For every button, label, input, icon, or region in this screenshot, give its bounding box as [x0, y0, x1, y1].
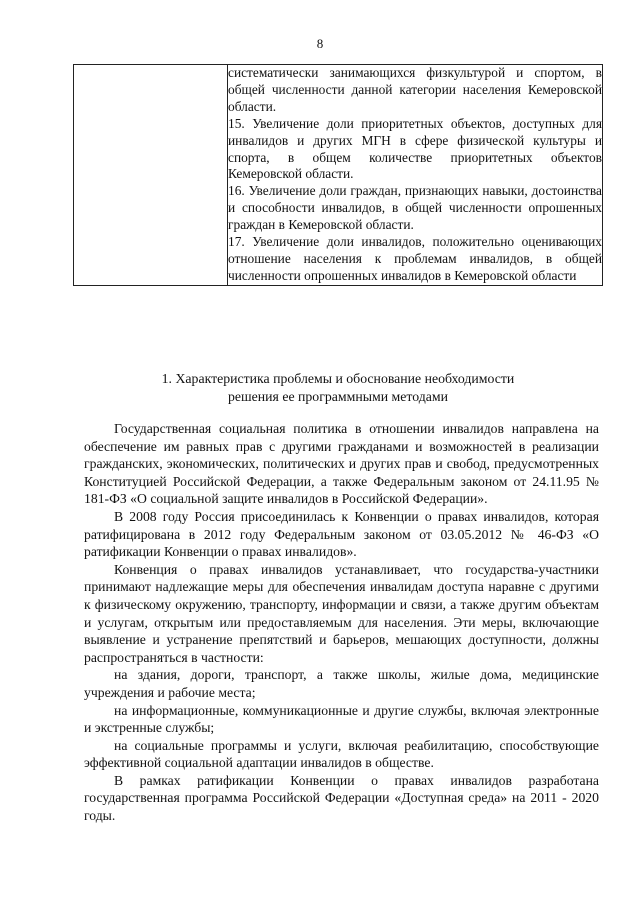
paragraph: на информационные, коммуникационные и другие службы, включая электронные и экстренные службы; — [84, 702, 599, 736]
indicator-item: систематически занимающихся физкультурой и спортом, в общей численности данной категории населения Кемеровской области. — [228, 65, 602, 114]
paragraph: Конвенция о правах инвалидов устанавливает, что государства-участники принимают надлежащие меры для обеспечения инвалидам доступа наравне с другими к физическому окружению, транспорту, информации и связи, а также другим объектам и услугам, открытым или предоставляемым для населения. Эти меры, включающие выявление и устранение препятствий и барьеров, мешающих доступности, должны распространяться в частности: — [84, 561, 599, 665]
page-number: 8 — [316, 36, 324, 51]
paragraph: В рамках ратификации Конвенции о правах инвалидов разработана государственная программа Российской Федерации «Доступная среда» на 2011 - 2020 годы. — [84, 772, 599, 824]
paragraph: Государственная социальная политика в отношении инвалидов направлена на обеспечение им равных прав с другими гражданами и возможностей в реализации гражданских, экономических, политических и других прав и свобод, предусмотренных Конституцией Российской Федерации, а также Федеральным законом от 24.11.95 № 181-ФЗ «О социальной защите инвалидов в Российской Федерации». — [84, 421, 599, 507]
section-title — [73, 370, 603, 405]
paragraph: на здания, дороги, транспорт, а также школы, жилые дома, медицинские учреждения и рабочие места; — [84, 667, 599, 700]
table-cell-empty — [74, 65, 228, 286]
table-cell-indicators — [228, 65, 603, 286]
indicators-table — [73, 64, 603, 286]
body-text — [84, 420, 599, 825]
paragraph: на социальные программы и услуги, включая реабилитацию, способствующие эффективной социальной адаптации инвалидов в обществе. — [84, 737, 599, 771]
indicator-item: 15. Увеличение доли приоритетных объектов, доступных для инвалидов и других МГН в сфере физической культуры и спорта, в общем количестве приоритетных объектов Кемеровской области. — [228, 115, 602, 182]
section-title-line: решения ее программными методами — [227, 388, 449, 404]
section-title-line: 1. Характеристика проблемы и обоснование необходимости — [161, 371, 515, 386]
indicator-item: 16. Увеличение доли граждан, признающих навыки, достоинства и способности инвалидов, в общей численности опрошенных граждан в Кемеровской области. — [228, 183, 602, 233]
indicator-item: 17. Увеличение доли инвалидов, положительно оценивающих отношение населения к проблемам инвалидов, в общей численности опрошенных инвалидов в Кемеровской области — [228, 234, 602, 283]
table-row — [74, 65, 603, 286]
paragraph: В 2008 году Россия присоединилась к Конвенции о правах инвалидов, которая ратифицирована в 2012 году Федеральным законом от 03.05.2012 № 46-ФЗ «О ратификации Конвенции о правах инвалидов». — [84, 508, 599, 560]
